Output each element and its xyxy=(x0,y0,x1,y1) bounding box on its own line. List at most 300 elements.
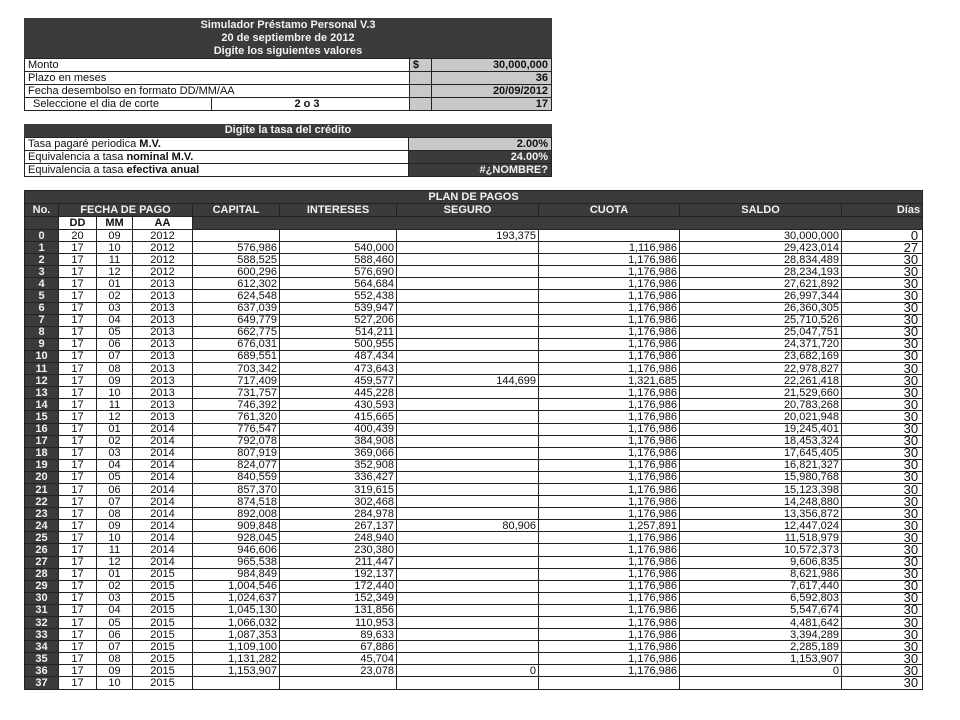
simulator-title: Simulador Préstamo Personal V.3 xyxy=(200,19,376,31)
day-cell: 17 xyxy=(59,338,97,350)
intereses-cell: 89,633 xyxy=(280,629,397,641)
day-cell: 17 xyxy=(59,532,97,544)
capital-cell: 612,302 xyxy=(193,278,280,290)
rate-row-efectiva xyxy=(25,164,552,177)
row-number: 27 xyxy=(25,556,59,568)
row-number: 29 xyxy=(25,580,59,592)
rate-label xyxy=(25,151,409,164)
row-number: 12 xyxy=(25,375,59,387)
table-row xyxy=(25,290,923,302)
table-row xyxy=(25,411,923,423)
intereses-cell: 248,940 xyxy=(280,532,397,544)
month-cell: 08 xyxy=(97,653,133,665)
cuota-cell: 1,176,986 xyxy=(539,568,680,580)
rate-section-title: Digite la tasa del crédito xyxy=(24,124,552,137)
saldo-cell: 20,021,948 xyxy=(680,411,842,423)
month-cell: 10 xyxy=(97,387,133,399)
cuota-cell: 1,176,986 xyxy=(539,302,680,314)
table-row xyxy=(25,314,923,326)
rate-row-pagare xyxy=(25,138,552,151)
intereses-cell: 540,000 xyxy=(280,242,397,254)
capital-cell: 946,606 xyxy=(193,544,280,556)
seguro-cell xyxy=(397,423,539,435)
capital-cell: 840,559 xyxy=(193,471,280,483)
month-cell: 07 xyxy=(97,641,133,653)
dias-cell: 30 xyxy=(842,399,923,411)
year-cell: 2014 xyxy=(133,520,193,532)
year-cell: 2013 xyxy=(133,290,193,302)
cuota-cell: 1,176,986 xyxy=(539,629,680,641)
row-number: 22 xyxy=(25,496,59,508)
year-cell: 2015 xyxy=(133,592,193,604)
seguro-cell xyxy=(397,459,539,471)
day-cell: 17 xyxy=(59,520,97,532)
dias-cell: 30 xyxy=(842,375,923,387)
capital-cell: 909,848 xyxy=(193,520,280,532)
capital-cell: 746,392 xyxy=(193,399,280,411)
seguro-cell xyxy=(397,363,539,375)
rate-label-bold: M.V. xyxy=(139,138,161,150)
intereses-cell: 400,439 xyxy=(280,423,397,435)
seguro-cell: 193,375 xyxy=(397,230,539,242)
month-cell: 10 xyxy=(97,532,133,544)
saldo-cell: 14,248,880 xyxy=(680,496,842,508)
col-header-dias: Días xyxy=(842,204,923,217)
capital-cell: 824,077 xyxy=(193,459,280,471)
row-number: 36 xyxy=(25,665,59,677)
cuota-cell: 1,176,986 xyxy=(539,544,680,556)
seguro-cell xyxy=(397,592,539,604)
month-cell: 09 xyxy=(97,520,133,532)
row-number: 6 xyxy=(25,302,59,314)
row-number: 11 xyxy=(25,363,59,375)
month-cell: 11 xyxy=(97,399,133,411)
dias-cell: 30 xyxy=(842,653,923,665)
saldo-cell: 19,245,401 xyxy=(680,423,842,435)
row-number: 20 xyxy=(25,471,59,483)
saldo-cell: 25,710,526 xyxy=(680,314,842,326)
table-row xyxy=(25,641,923,653)
cuota-cell: 1,176,986 xyxy=(539,326,680,338)
dias-cell: 30 xyxy=(842,556,923,568)
day-cell: 17 xyxy=(59,508,97,520)
day-cell: 17 xyxy=(59,423,97,435)
rate-label xyxy=(25,164,409,177)
month-cell: 10 xyxy=(97,677,133,689)
dias-cell: 30 xyxy=(842,290,923,302)
plazo-input[interactable]: 36 xyxy=(431,72,551,85)
intereses-cell: 110,953 xyxy=(280,617,397,629)
row-number: 3 xyxy=(25,266,59,278)
tasa-pagare-input[interactable]: 2.00% xyxy=(409,138,552,151)
cuota-cell: 1,176,986 xyxy=(539,653,680,665)
intereses-cell: 230,380 xyxy=(280,544,397,556)
day-cell: 17 xyxy=(59,363,97,375)
fecha-input[interactable]: 20/09/2012 xyxy=(431,85,551,98)
seguro-cell xyxy=(397,266,539,278)
payment-plan-table xyxy=(24,190,923,690)
day-cell: 17 xyxy=(59,242,97,254)
capital-cell: 857,370 xyxy=(193,483,280,495)
dias-cell: 30 xyxy=(842,387,923,399)
capital-cell: 731,757 xyxy=(193,387,280,399)
capital-cell: 637,039 xyxy=(193,302,280,314)
day-cell: 20 xyxy=(59,230,97,242)
month-cell: 11 xyxy=(97,544,133,556)
monto-input[interactable]: 30,000,000 xyxy=(431,59,551,72)
row-number: 5 xyxy=(25,290,59,302)
cuota-cell: 1,176,986 xyxy=(539,508,680,520)
seguro-cell xyxy=(397,290,539,302)
month-cell: 01 xyxy=(97,278,133,290)
intereses-cell xyxy=(280,677,397,689)
seguro-cell xyxy=(397,242,539,254)
capital-cell: 576,986 xyxy=(193,242,280,254)
seguro-cell xyxy=(397,617,539,629)
dias-cell: 30 xyxy=(842,363,923,375)
corte-input[interactable]: 17 xyxy=(431,98,551,111)
saldo-cell: 5,547,674 xyxy=(680,604,842,616)
seguro-cell xyxy=(397,677,539,689)
dias-cell: 30 xyxy=(842,568,923,580)
dias-cell: 30 xyxy=(842,520,923,532)
month-cell: 05 xyxy=(97,617,133,629)
intereses-cell: 267,137 xyxy=(280,520,397,532)
year-cell: 2013 xyxy=(133,338,193,350)
dias-cell: 30 xyxy=(842,266,923,278)
dias-cell: 30 xyxy=(842,677,923,689)
loan-inputs-table xyxy=(24,58,552,111)
cuota-cell: 1,176,986 xyxy=(539,496,680,508)
capital-cell: 624,548 xyxy=(193,290,280,302)
day-cell: 17 xyxy=(59,387,97,399)
dias-cell: 30 xyxy=(842,302,923,314)
seguro-cell xyxy=(397,435,539,447)
capital-cell xyxy=(193,230,280,242)
table-row xyxy=(25,532,923,544)
month-cell: 02 xyxy=(97,290,133,302)
table-row xyxy=(25,604,923,616)
cuota-cell: 1,176,986 xyxy=(539,447,680,459)
day-cell: 17 xyxy=(59,641,97,653)
day-cell: 17 xyxy=(59,314,97,326)
saldo-cell: 16,821,327 xyxy=(680,459,842,471)
input-label-corte xyxy=(25,98,410,111)
table-row xyxy=(25,568,923,580)
capital-cell: 1,153,907 xyxy=(193,665,280,677)
dias-cell: 30 xyxy=(842,544,923,556)
subheader-blank xyxy=(193,217,923,230)
cuota-cell: 1,176,986 xyxy=(539,604,680,616)
capital-cell: 662,775 xyxy=(193,326,280,338)
intereses-cell: 500,955 xyxy=(280,338,397,350)
row-number: 1 xyxy=(25,242,59,254)
month-cell: 04 xyxy=(97,314,133,326)
intereses-cell: 588,460 xyxy=(280,254,397,266)
year-cell: 2015 xyxy=(133,617,193,629)
year-cell: 2014 xyxy=(133,471,193,483)
seguro-cell xyxy=(397,471,539,483)
day-cell: 17 xyxy=(59,653,97,665)
row-number: 28 xyxy=(25,568,59,580)
day-cell: 17 xyxy=(59,568,97,580)
row-number: 16 xyxy=(25,423,59,435)
dias-cell: 30 xyxy=(842,254,923,266)
cuota-cell: 1,176,986 xyxy=(539,266,680,278)
year-cell: 2015 xyxy=(133,580,193,592)
seguro-cell xyxy=(397,604,539,616)
month-cell: 06 xyxy=(97,483,133,495)
seguro-cell xyxy=(397,532,539,544)
month-cell: 12 xyxy=(97,556,133,568)
intereses-cell: 336,427 xyxy=(280,471,397,483)
year-cell: 2015 xyxy=(133,629,193,641)
intereses-cell: 552,438 xyxy=(280,290,397,302)
table-row xyxy=(25,230,923,242)
simulator-instruction: Digite los siguientes valores xyxy=(213,45,363,57)
row-number: 25 xyxy=(25,532,59,544)
dias-cell: 30 xyxy=(842,641,923,653)
row-number: 33 xyxy=(25,629,59,641)
day-cell: 17 xyxy=(59,326,97,338)
table-row xyxy=(25,629,923,641)
year-cell: 2015 xyxy=(133,641,193,653)
seguro-cell xyxy=(397,629,539,641)
dias-cell: 30 xyxy=(842,592,923,604)
year-cell: 2014 xyxy=(133,435,193,447)
cuota-cell: 1,176,986 xyxy=(539,580,680,592)
row-number: 9 xyxy=(25,338,59,350)
capital-cell: 1,024,637 xyxy=(193,592,280,604)
saldo-cell: 6,592,803 xyxy=(680,592,842,604)
cuota-cell: 1,176,986 xyxy=(539,435,680,447)
year-cell: 2015 xyxy=(133,653,193,665)
col-header-seguro: SEGURO xyxy=(397,204,539,217)
month-cell: 02 xyxy=(97,435,133,447)
saldo-cell: 7,617,440 xyxy=(680,580,842,592)
month-cell: 07 xyxy=(97,496,133,508)
table-row xyxy=(25,508,923,520)
capital-cell: 1,045,130 xyxy=(193,604,280,616)
dias-cell: 30 xyxy=(842,629,923,641)
day-cell: 17 xyxy=(59,447,97,459)
seguro-cell xyxy=(397,496,539,508)
rate-label-bold: nominal M.V. xyxy=(126,151,194,163)
cuota-cell: 1,176,986 xyxy=(539,399,680,411)
intereses-cell: 459,577 xyxy=(280,375,397,387)
capital-cell: 717,409 xyxy=(193,375,280,387)
intereses-cell: 576,690 xyxy=(280,266,397,278)
intereses-cell: 564,684 xyxy=(280,278,397,290)
year-cell: 2015 xyxy=(133,604,193,616)
table-row xyxy=(25,242,923,254)
seguro-cell xyxy=(397,302,539,314)
dias-cell: 30 xyxy=(842,326,923,338)
intereses-cell: 172,440 xyxy=(280,580,397,592)
saldo-cell: 20,783,268 xyxy=(680,399,842,411)
saldo-cell: 15,980,768 xyxy=(680,471,842,483)
year-cell: 2014 xyxy=(133,544,193,556)
day-cell: 17 xyxy=(59,604,97,616)
intereses-cell: 302,468 xyxy=(280,496,397,508)
row-number: 32 xyxy=(25,617,59,629)
row-number: 7 xyxy=(25,314,59,326)
day-cell: 17 xyxy=(59,556,97,568)
table-row xyxy=(25,435,923,447)
row-number: 21 xyxy=(25,483,59,495)
saldo-cell: 9,606,835 xyxy=(680,556,842,568)
rate-label-text: Equivalencia a tasa xyxy=(28,151,127,163)
currency-symbol xyxy=(409,98,431,111)
month-cell: 08 xyxy=(97,363,133,375)
table-row xyxy=(25,483,923,495)
saldo-cell: 1,153,907 xyxy=(680,653,842,665)
plan-body xyxy=(25,230,923,690)
capital-cell: 1,004,546 xyxy=(193,580,280,592)
cuota-cell: 1,176,986 xyxy=(539,411,680,423)
year-cell: 2015 xyxy=(133,665,193,677)
dias-cell: 30 xyxy=(842,350,923,362)
corte-options: 2 o 3 xyxy=(294,98,320,110)
saldo-cell: 29,423,014 xyxy=(680,242,842,254)
month-cell: 11 xyxy=(97,254,133,266)
month-cell: 02 xyxy=(97,580,133,592)
seguro-cell xyxy=(397,556,539,568)
year-cell: 2013 xyxy=(133,387,193,399)
intereses-cell: 284,978 xyxy=(280,508,397,520)
rate-row-nominal xyxy=(25,151,552,164)
saldo-cell: 30,000,000 xyxy=(680,230,842,242)
cuota-cell: 1,176,986 xyxy=(539,556,680,568)
col-header-cuota: CUOTA xyxy=(539,204,680,217)
month-cell: 08 xyxy=(97,508,133,520)
saldo-cell: 22,978,827 xyxy=(680,363,842,375)
month-cell: 03 xyxy=(97,302,133,314)
intereses-cell: 514,211 xyxy=(280,326,397,338)
row-number: 24 xyxy=(25,520,59,532)
saldo-cell: 17,645,405 xyxy=(680,447,842,459)
day-cell: 17 xyxy=(59,266,97,278)
dias-cell: 30 xyxy=(842,278,923,290)
intereses-cell: 192,137 xyxy=(280,568,397,580)
year-cell: 2014 xyxy=(133,532,193,544)
saldo-cell: 15,123,398 xyxy=(680,483,842,495)
month-cell: 10 xyxy=(97,242,133,254)
day-cell: 17 xyxy=(59,290,97,302)
table-row xyxy=(25,302,923,314)
seguro-cell xyxy=(397,508,539,520)
intereses-cell: 445,228 xyxy=(280,387,397,399)
table-row xyxy=(25,592,923,604)
saldo-cell: 11,518,979 xyxy=(680,532,842,544)
rate-label xyxy=(25,138,409,151)
intereses-cell: 45,704 xyxy=(280,653,397,665)
input-row-monto xyxy=(25,59,552,72)
cuota-cell: 1,176,986 xyxy=(539,363,680,375)
table-row xyxy=(25,350,923,362)
month-cell: 01 xyxy=(97,423,133,435)
day-cell: 17 xyxy=(59,350,97,362)
table-row xyxy=(25,544,923,556)
year-cell: 2014 xyxy=(133,459,193,471)
capital-cell xyxy=(193,677,280,689)
col-header-no: No. xyxy=(25,204,59,217)
cuota-cell: 1,176,986 xyxy=(539,617,680,629)
row-number: 37 xyxy=(25,677,59,689)
saldo-cell: 26,360,305 xyxy=(680,302,842,314)
intereses-cell: 539,947 xyxy=(280,302,397,314)
currency-symbol xyxy=(409,85,431,98)
cuota-cell: 1,176,986 xyxy=(539,314,680,326)
saldo-cell: 2,285,189 xyxy=(680,641,842,653)
capital-cell: 761,320 xyxy=(193,411,280,423)
intereses-cell: 487,434 xyxy=(280,350,397,362)
table-row xyxy=(25,459,923,471)
dias-cell: 30 xyxy=(842,338,923,350)
saldo-cell: 28,834,489 xyxy=(680,254,842,266)
cuota-cell: 1,176,986 xyxy=(539,471,680,483)
dias-cell: 30 xyxy=(842,483,923,495)
input-label: Fecha desembolso en formato DD/MM/AA xyxy=(25,85,410,98)
intereses-cell: 430,593 xyxy=(280,399,397,411)
year-cell: 2013 xyxy=(133,350,193,362)
table-row xyxy=(25,520,923,532)
day-cell: 17 xyxy=(59,629,97,641)
seguro-cell xyxy=(397,447,539,459)
plan-header-row xyxy=(25,204,923,217)
row-number: 26 xyxy=(25,544,59,556)
saldo-cell xyxy=(680,677,842,689)
day-cell: 17 xyxy=(59,435,97,447)
year-cell: 2014 xyxy=(133,483,193,495)
row-number: 15 xyxy=(25,411,59,423)
capital-cell: 689,551 xyxy=(193,350,280,362)
day-cell: 17 xyxy=(59,544,97,556)
saldo-cell: 10,572,373 xyxy=(680,544,842,556)
intereses-cell: 23,078 xyxy=(280,665,397,677)
simulator-header xyxy=(24,18,552,58)
year-cell: 2013 xyxy=(133,314,193,326)
row-number: 23 xyxy=(25,508,59,520)
day-cell: 17 xyxy=(59,496,97,508)
dias-cell: 30 xyxy=(842,665,923,677)
rate-label-bold: efectiva anual xyxy=(126,164,200,176)
plan-title-row xyxy=(25,191,923,204)
seguro-cell: 144,699 xyxy=(397,375,539,387)
table-row xyxy=(25,326,923,338)
saldo-cell: 18,453,324 xyxy=(680,435,842,447)
month-cell: 03 xyxy=(97,592,133,604)
table-row xyxy=(25,665,923,677)
saldo-cell: 28,234,193 xyxy=(680,266,842,278)
cuota-cell: 1,176,986 xyxy=(539,423,680,435)
row-number: 4 xyxy=(25,278,59,290)
capital-cell: 588,525 xyxy=(193,254,280,266)
table-row xyxy=(25,338,923,350)
dias-cell: 30 xyxy=(842,423,923,435)
table-row xyxy=(25,496,923,508)
tasa-nominal-value: 24.00% xyxy=(409,151,552,164)
seguro-cell xyxy=(397,326,539,338)
dias-cell: 30 xyxy=(842,508,923,520)
seguro-cell xyxy=(397,387,539,399)
currency-symbol: $ xyxy=(409,59,431,72)
intereses-cell: 352,908 xyxy=(280,459,397,471)
day-cell: 17 xyxy=(59,580,97,592)
day-cell: 17 xyxy=(59,665,97,677)
intereses-cell: 473,643 xyxy=(280,363,397,375)
cuota-cell: 1,176,986 xyxy=(539,350,680,362)
